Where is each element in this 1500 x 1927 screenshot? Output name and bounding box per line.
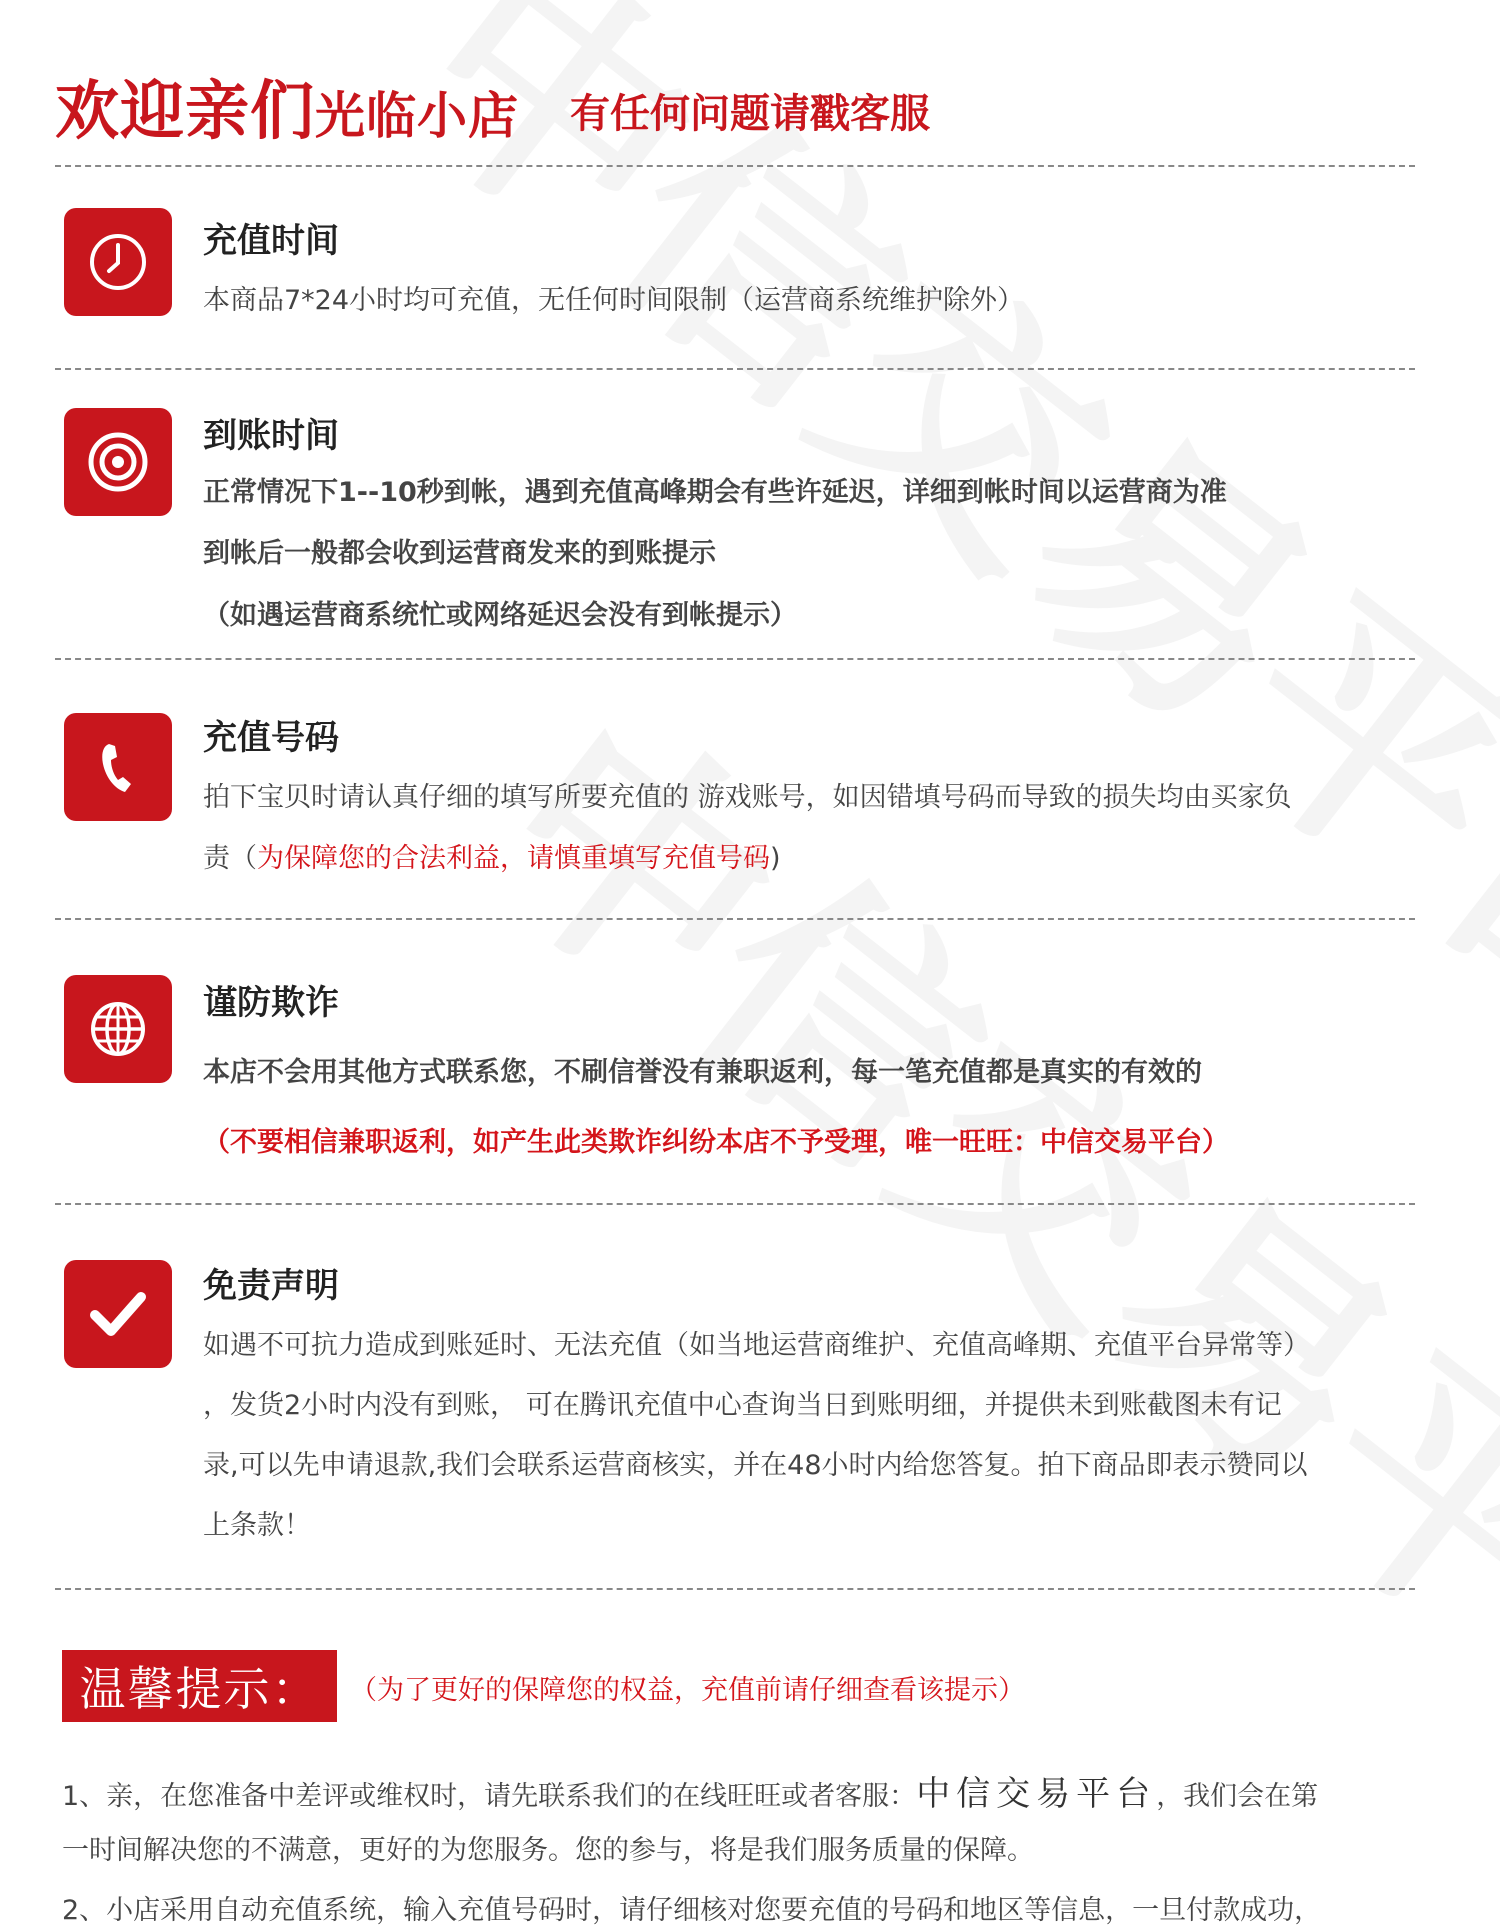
section-title: 谨防欺诈 (203, 983, 339, 1023)
page-title (55, 60, 519, 152)
section-title: 免责声明 (203, 1266, 339, 1306)
section-text: 录,可以先申请退款,我们会联系运营商核实，并在48小时内给您答复。拍下商品即表示赞同以 (203, 1450, 1308, 1481)
section-text: 上条款！ (203, 1510, 311, 1541)
divider (55, 658, 1415, 660)
tip-item: 1、亲，在您准备中差评或维权时，请先联系我们的在线旺旺或者客服：中信交易平台，我们会在第 (62, 1774, 1319, 1814)
section-text: （如遇运营商系统忙或网络延迟会没有到帐提示） (203, 600, 797, 631)
section-text: 责（为保障您的合法利益，请慎重填写充值号码) (203, 843, 781, 874)
tip-item: 一时间解决您的不满意，更好的为您服务。您的参与，将是我们服务质量的保障。 (62, 1835, 1034, 1866)
section-title: 充值时间 (203, 221, 339, 261)
section-title: 充值号码 (203, 718, 339, 758)
section-warning: （不要相信兼职返利，如产生此类欺诈纠纷本店不予受理，唯一旺旺：中信交易平台） (203, 1127, 1229, 1158)
shop-name: 中信交易平台 (916, 1774, 1157, 1814)
divider (55, 918, 1415, 920)
title-main: 欢迎亲们 (55, 75, 315, 149)
tips-label: 温馨提示： (62, 1650, 337, 1722)
section-text: 正常情况下1--10秒到帐，遇到充值高峰期会有些许延迟，详细到帐时间以运营商为准 (203, 477, 1227, 508)
tip-item: 2、小店采用自动充值系统，输入充值号码时，请仔细核对您要充值的号码和地区等信息，一旦付款成功， (62, 1895, 1322, 1926)
divider (55, 165, 1415, 167)
divider (55, 368, 1415, 370)
section-title: 到账时间 (203, 416, 339, 456)
section-text: 本商品7*24小时均可充值，无任何时间限制（运营商系统维护除外） (203, 285, 1025, 316)
clock-icon (64, 208, 172, 316)
section-text: 本店不会用其他方式联系您，不刷信誉没有兼职返利，每一笔充值都是真实的有效的 (203, 1057, 1202, 1088)
section-text: 到帐后一般都会收到运营商发来的到账提示 (203, 538, 716, 569)
divider (55, 1588, 1415, 1590)
globe-icon (64, 975, 172, 1083)
divider (55, 1203, 1415, 1205)
check-icon (64, 1260, 172, 1368)
section-text: ，发货2小时内没有到账， 可在腾讯充值中心查询当日到账明细，并提供未到账截图未有记 (203, 1390, 1282, 1421)
title-sub: 光临小店 (315, 87, 519, 145)
contact-service-note: 有任何问题请戳客服 (570, 90, 930, 137)
section-text: 拍下宝贝时请认真仔细的填写所要充值的 游戏账号，如因错填号码而导致的损失均由买家负 (203, 782, 1292, 813)
phone-icon (64, 713, 172, 821)
tips-note: （为了更好的保障您的权益，充值前请仔细查看该提示） (350, 1675, 1025, 1706)
target-icon (64, 408, 172, 516)
section-text: 如遇不可抗力造成到账延时、无法充值（如当地运营商维护、充值高峰期、充值平台异常等） (203, 1330, 1310, 1361)
